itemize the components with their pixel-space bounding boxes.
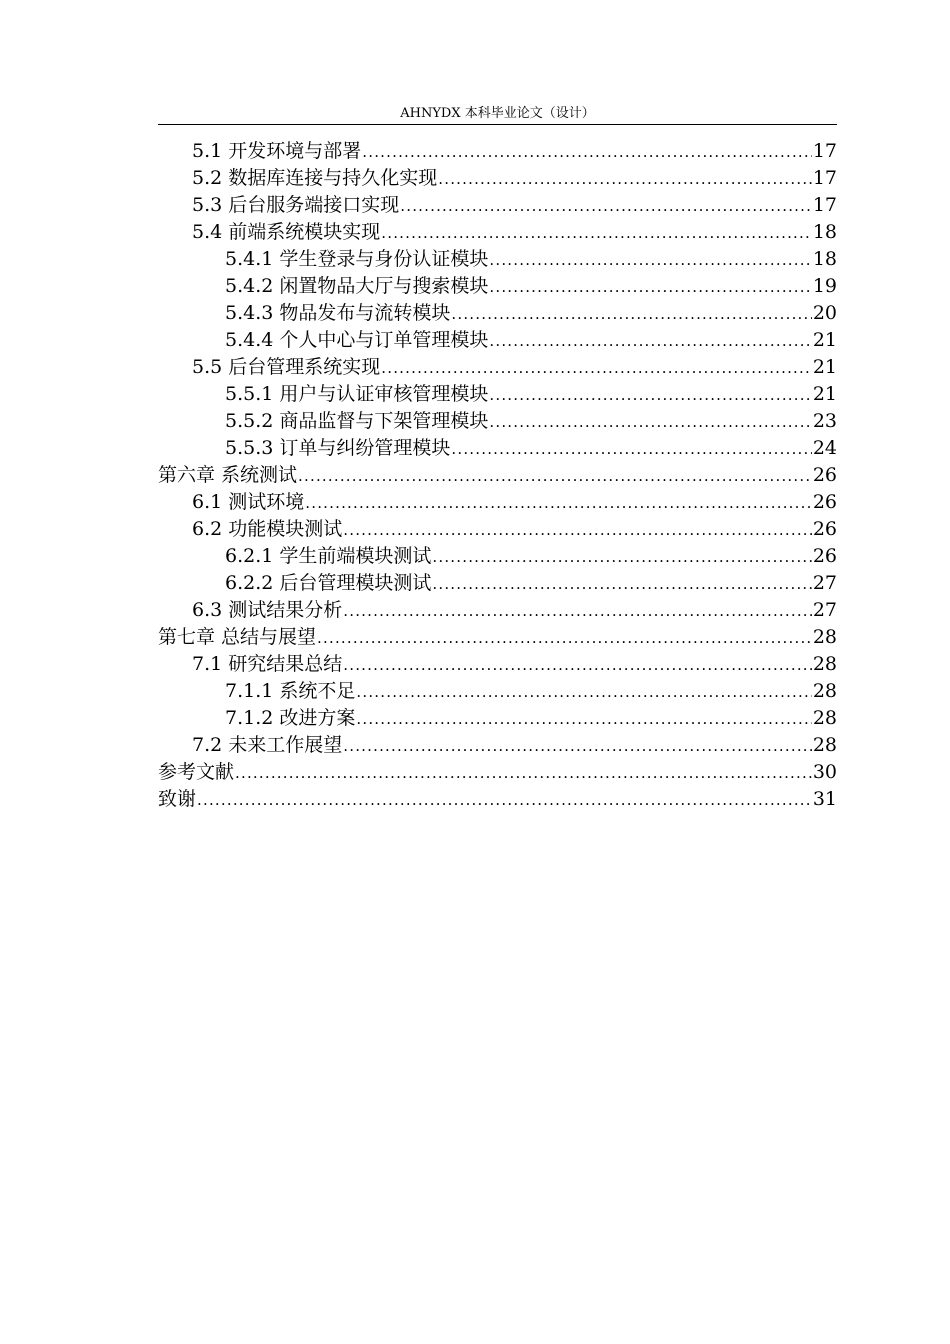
toc-dot-leader — [298, 463, 812, 490]
toc-dot-leader — [381, 355, 812, 382]
toc-entry[interactable] — [158, 435, 837, 462]
toc-entry-title: 5.5.1 用户与认证审核管理模块 — [225, 383, 489, 405]
toc-entry-title: 第六章 系统测试 — [158, 464, 298, 486]
toc-entry[interactable] — [158, 462, 837, 489]
toc-entry-title: 5.4.1 学生登录与身份认证模块 — [225, 248, 489, 270]
toc-entry-page-number: 28 — [812, 626, 837, 648]
toc-entry-title: 参考文献 — [158, 761, 235, 783]
toc-dot-leader — [305, 490, 812, 517]
toc-dot-leader — [489, 409, 811, 436]
toc-entry[interactable] — [158, 786, 837, 813]
toc-entry[interactable] — [158, 597, 837, 624]
toc-entry-title: 5.4 前端系统模块实现 — [192, 221, 381, 243]
toc-entry-title: 6.2 功能模块测试 — [192, 518, 343, 540]
toc-entry[interactable] — [158, 273, 837, 300]
toc-entry-title: 5.4.3 物品发布与流转模块 — [225, 302, 451, 324]
toc-entry[interactable] — [158, 759, 837, 786]
toc-entry-page-number: 21 — [812, 329, 837, 351]
table-of-contents — [158, 138, 837, 813]
toc-entry-page-number: 26 — [812, 518, 837, 540]
toc-entry[interactable] — [158, 651, 837, 678]
toc-entry-page-number: 17 — [812, 194, 837, 216]
toc-entry-page-number: 30 — [812, 761, 837, 783]
toc-entry[interactable] — [158, 705, 837, 732]
toc-dot-leader — [381, 220, 812, 247]
toc-entry[interactable] — [158, 381, 837, 408]
toc-entry-page-number: 28 — [812, 734, 837, 756]
toc-entry-title: 6.1 测试环境 — [192, 491, 305, 513]
toc-entry[interactable] — [158, 570, 837, 597]
toc-entry-title: 5.4.4 个人中心与订单管理模块 — [225, 329, 489, 351]
toc-entry-title: 7.2 未来工作展望 — [192, 734, 343, 756]
toc-dot-leader — [432, 571, 811, 598]
toc-entry-page-number: 27 — [812, 599, 837, 621]
toc-entry-title: 5.1 开发环境与部署 — [192, 140, 362, 162]
toc-entry-page-number: 17 — [812, 140, 837, 162]
toc-dot-leader — [197, 787, 812, 814]
toc-entry-page-number: 24 — [812, 437, 837, 459]
toc-entry-page-number: 21 — [812, 383, 837, 405]
toc-dot-leader — [489, 247, 811, 274]
toc-entry-title: 7.1.2 改进方案 — [225, 707, 356, 729]
toc-entry-title: 7.1 研究结果总结 — [192, 653, 343, 675]
toc-entry-page-number: 28 — [812, 653, 837, 675]
toc-dot-leader — [489, 382, 811, 409]
toc-entry[interactable] — [158, 732, 837, 759]
toc-entry-title: 6.2.1 学生前端模块测试 — [225, 545, 432, 567]
toc-dot-leader — [343, 652, 812, 679]
toc-entry-page-number: 26 — [812, 491, 837, 513]
toc-entry-page-number: 17 — [812, 167, 837, 189]
toc-entry-page-number: 26 — [812, 464, 837, 486]
toc-entry[interactable] — [158, 489, 837, 516]
toc-entry-title: 6.2.2 后台管理模块测试 — [225, 572, 432, 594]
toc-entry-title: 致谢 — [158, 788, 197, 810]
toc-dot-leader — [317, 625, 812, 652]
toc-dot-leader — [235, 760, 812, 787]
toc-dot-leader — [438, 166, 812, 193]
toc-dot-leader — [343, 598, 812, 625]
toc-entry[interactable] — [158, 246, 837, 273]
toc-entry-page-number: 18 — [812, 221, 837, 243]
toc-entry[interactable] — [158, 165, 837, 192]
toc-dot-leader — [451, 301, 811, 328]
toc-entry[interactable] — [158, 354, 837, 381]
toc-entry-page-number: 26 — [812, 545, 837, 567]
toc-entry[interactable] — [158, 408, 837, 435]
toc-entry[interactable] — [158, 192, 837, 219]
page-header: AHNYDX 本科毕业论文（设计） — [400, 106, 595, 121]
toc-entry-title: 7.1.1 系统不足 — [225, 680, 356, 702]
toc-entry-title: 5.3 后台服务端接口实现 — [192, 194, 400, 216]
toc-entry-title: 5.4.2 闲置物品大厅与搜索模块 — [225, 275, 489, 297]
toc-entry-title: 5.5 后台管理系统实现 — [192, 356, 381, 378]
toc-entry-title: 5.5.3 订单与纠纷管理模块 — [225, 437, 451, 459]
toc-entry-page-number: 28 — [812, 680, 837, 702]
toc-entry-page-number: 31 — [812, 788, 837, 810]
toc-dot-leader — [343, 517, 812, 544]
toc-entry[interactable] — [158, 138, 837, 165]
toc-entry[interactable] — [158, 678, 837, 705]
toc-entry[interactable] — [158, 516, 837, 543]
toc-entry[interactable] — [158, 624, 837, 651]
toc-dot-leader — [489, 328, 811, 355]
toc-dot-leader — [451, 436, 811, 463]
toc-entry[interactable] — [158, 219, 837, 246]
toc-entry-title: 第七章 总结与展望 — [158, 626, 317, 648]
toc-entry[interactable] — [158, 543, 837, 570]
toc-dot-leader — [343, 733, 812, 760]
toc-dot-leader — [356, 706, 811, 733]
toc-entry-title: 6.3 测试结果分析 — [192, 599, 343, 621]
toc-entry-page-number: 23 — [812, 410, 837, 432]
toc-entry-page-number: 28 — [812, 707, 837, 729]
toc-dot-leader — [432, 544, 811, 571]
toc-entry[interactable] — [158, 327, 837, 354]
toc-entry-title: 5.5.2 商品监督与下架管理模块 — [225, 410, 489, 432]
toc-entry-title: 5.2 数据库连接与持久化实现 — [192, 167, 438, 189]
toc-entry-page-number: 27 — [812, 572, 837, 594]
toc-dot-leader — [362, 139, 812, 166]
toc-dot-leader — [489, 274, 811, 301]
toc-entry-page-number: 19 — [812, 275, 837, 297]
toc-entry[interactable] — [158, 300, 837, 327]
toc-entry-page-number: 20 — [812, 302, 837, 324]
toc-entry-page-number: 18 — [812, 248, 837, 270]
toc-dot-leader — [400, 193, 812, 220]
toc-entry-page-number: 21 — [812, 356, 837, 378]
header-rule — [158, 124, 837, 125]
toc-dot-leader — [356, 679, 811, 706]
